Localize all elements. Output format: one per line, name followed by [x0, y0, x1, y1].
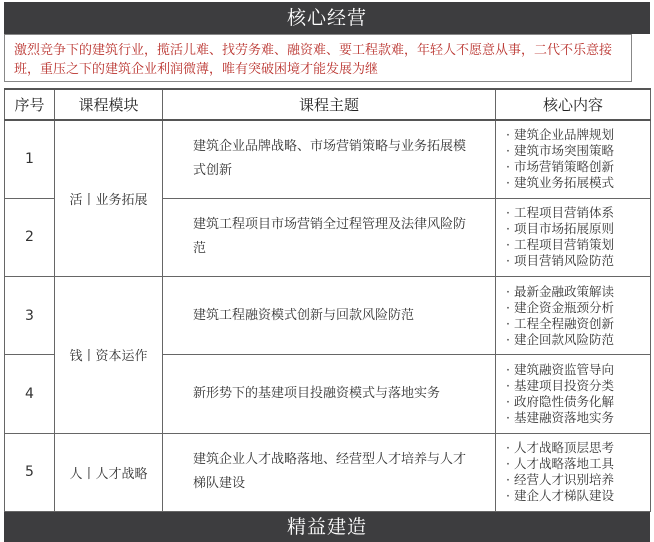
- point-item: · 项目营销风险防范: [506, 253, 614, 269]
- point-item: · 建企资金瓶颈分析: [506, 299, 614, 315]
- course-table: [4, 88, 651, 512]
- point-item: · 建企人才梯队建设: [506, 488, 614, 504]
- points-cell: [496, 277, 651, 355]
- point-item: · 建筑市场突围策略: [506, 143, 614, 159]
- points-cell: [496, 433, 651, 511]
- section-header: 核心经营: [4, 2, 650, 34]
- topic-cell: 建筑工程项目市场营销全过程管理及法律风险防范: [163, 198, 496, 276]
- point-item: · 工程项目营销体系: [506, 205, 614, 221]
- header-topic: 课程主题: [163, 89, 496, 120]
- point-item: · 建筑业务拓展模式: [506, 175, 614, 191]
- point-item: · 市场营销策略创新: [506, 159, 614, 175]
- row-number: 5: [5, 433, 55, 511]
- points-cell: [496, 120, 651, 198]
- point-item: · 基建融资落地实务: [506, 410, 614, 426]
- point-item: · 项目市场拓展原则: [506, 221, 614, 237]
- row-number: 4: [5, 355, 55, 433]
- point-item: · 人才战略落地工具: [506, 456, 614, 472]
- header-num: 序号: [5, 89, 55, 120]
- module-cell: 钱丨资本运作: [55, 277, 163, 434]
- point-item: · 最新金融政策解读: [506, 283, 614, 299]
- point-item: · 经营人才识别培养: [506, 472, 614, 488]
- point-item: · 基建项目投资分类: [506, 378, 614, 394]
- point-item: · 建企回款风险防范: [506, 331, 614, 347]
- point-item: · 工程全程融资创新: [506, 315, 614, 331]
- header-module: 课程模块: [55, 89, 163, 120]
- section-footer: 精益建造: [4, 512, 650, 542]
- topic-cell: 建筑企业人才战略落地、经营型人才培养与人才梯队建设: [163, 433, 496, 511]
- module-cell: 活丨业务拓展: [55, 120, 163, 277]
- row-number: 3: [5, 277, 55, 355]
- table-header-row: [5, 89, 651, 120]
- point-item: · 政府隐性债务化解: [506, 394, 614, 410]
- intro-text: 激烈竞争下的建筑行业，揽活儿难、找劳务难、融资难、要工程款难，年轻人不愿意从事，二代不乐意接班，重压之下的建筑企业利润微薄，唯有突破困境才能发展为继: [4, 34, 632, 82]
- row-number: 1: [5, 120, 55, 198]
- table-row: [5, 277, 651, 355]
- row-number: 2: [5, 198, 55, 276]
- points-cell: [496, 355, 651, 433]
- topic-cell: 新形势下的基建项目投融资模式与落地实务: [163, 355, 496, 433]
- points-cell: [496, 198, 651, 276]
- point-item: · 工程项目营销策划: [506, 237, 614, 253]
- module-cell: 人丨人才战略: [55, 433, 163, 511]
- table-row: [5, 120, 651, 198]
- topic-cell: 建筑工程融资模式创新与回款风险防范: [163, 277, 496, 355]
- point-item: · 建筑融资监管导向: [506, 362, 614, 378]
- point-item: · 建筑企业品牌规划: [506, 127, 614, 143]
- topic-cell: 建筑企业品牌战略、市场营销策略与业务拓展模式创新: [163, 120, 496, 198]
- point-item: · 人才战略顶层思考: [506, 440, 614, 456]
- header-content: 核心内容: [496, 89, 651, 120]
- table-row: [5, 433, 651, 511]
